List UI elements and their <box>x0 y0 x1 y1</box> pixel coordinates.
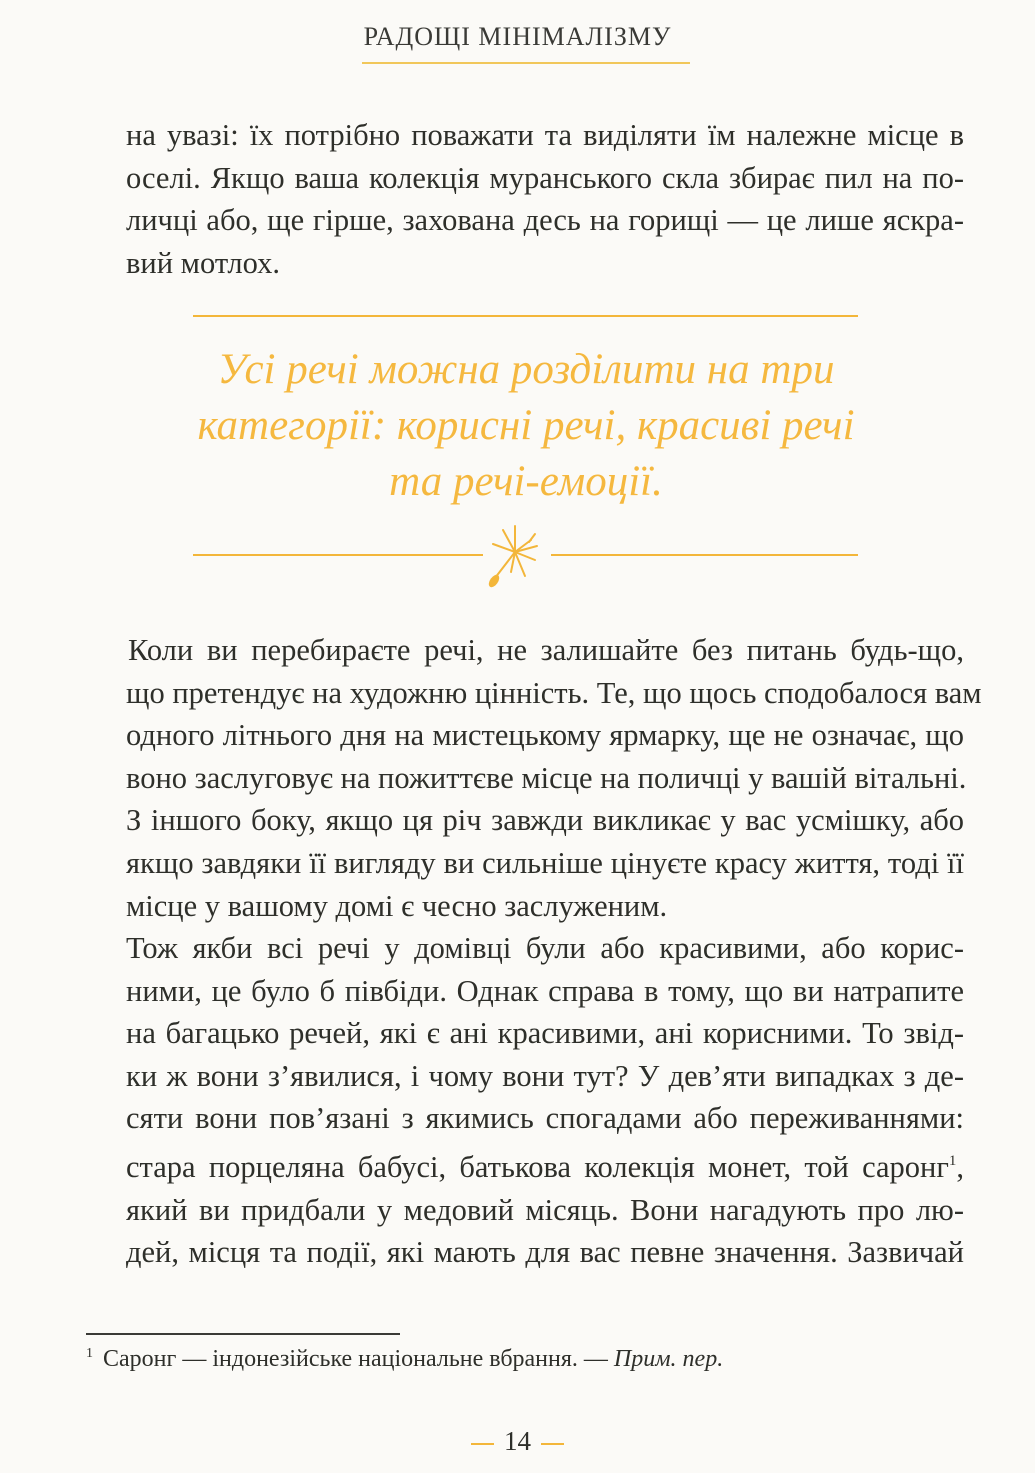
text-line: місце у вашому домі є чесно заслуженим. <box>126 888 668 923</box>
punctuation: , <box>956 1149 964 1184</box>
pull-quote <box>126 342 926 510</box>
ornament-rule-right <box>551 554 858 556</box>
running-header-title: РАДОЩІ МІНІМАЛІЗМУ <box>363 22 672 51</box>
text-line: вий мотлох. <box>126 245 280 280</box>
text-line: дей, місця та події, які мають для вас певне значення. Зазвичай <box>126 1235 964 1270</box>
footnote <box>86 1346 723 1373</box>
footnote-marker: 1 <box>86 1346 93 1361</box>
header-divider <box>362 62 690 64</box>
text-line: З іншого боку, якщо ця річ завжди викликає у вас усмішку, або <box>126 803 964 838</box>
text-line: який ви придбали у медовий місяць. Вони нагадують про лю- <box>126 1192 964 1227</box>
text-line: сяти вони пов’язані з якимись спогадами або переживаннями: <box>126 1101 964 1136</box>
page-number-dash-right <box>541 1443 564 1445</box>
pull-quote-top-rule <box>193 315 858 317</box>
text-line: Коли ви перебираєте речі, не залишайте без питань будь-що, <box>128 633 964 667</box>
text-line: що претендує на художню цінність. Те, що щось сподобалося вам <box>126 675 982 710</box>
text-line: одного літнього дня на мистецькому ярмарку, ще не означає, що <box>126 718 964 753</box>
dandelion-seed-icon <box>485 520 551 590</box>
ornament-rule-left <box>193 554 483 556</box>
pull-quote-line: та речі-емоції. <box>389 458 663 505</box>
text-line: на багацько речей, які є ані красивими, ані корисними. То звід- <box>126 1016 964 1051</box>
text-line: Тож якби всі речі у домівці були або красивими, або корис- <box>126 931 964 965</box>
footnote-reference[interactable]: 1 <box>948 1152 957 1169</box>
text-line-with-footnote <box>126 1140 964 1189</box>
text-line-content: стара порцеляна бабусі, батькова колекція монет, той саронг <box>126 1149 949 1184</box>
footnote-separator <box>86 1333 400 1335</box>
text-line: ними, це було б півбіди. Однак справа в тому, що ви натрапите <box>126 973 964 1008</box>
text-line: ки ж вони з’явилися, і чому вони тут? У дев’яти випадках з де- <box>126 1058 964 1093</box>
text-line: личці або, ще гірше, захована десь на горищі — це лише яскра- <box>126 203 964 238</box>
paragraph-2 <box>126 629 982 927</box>
pull-quote-line: Усі речі можна розділити на три <box>217 346 835 393</box>
text-line: якщо завдяки її вигляду ви сильніше цінуєте красу життя, тоді її <box>126 845 964 880</box>
page-number <box>0 1426 1035 1457</box>
page-number-dash-left <box>471 1443 494 1445</box>
pull-quote-line: категорії: корисні речі, красиві речі <box>197 402 855 449</box>
intro-paragraph <box>126 114 964 284</box>
paragraph-3 <box>126 927 964 1274</box>
text-line: на увазі: їх потрібно поважати та виділяти їм належне місце в <box>126 118 964 152</box>
text-line: оселі. Якщо ваша колекція муранського скла збирає пил на по- <box>126 160 964 195</box>
text-line: воно заслуговує на пожиттєве місце на поличці у вашій вітальні. <box>126 760 967 795</box>
pull-quote-bottom-ornament <box>193 520 858 590</box>
translator-note: Прим. пер. <box>613 1346 724 1372</box>
page-number-value: 14 <box>504 1426 531 1456</box>
footnote-text: Саронг — індонезійське національне вбрання. — <box>103 1346 614 1372</box>
